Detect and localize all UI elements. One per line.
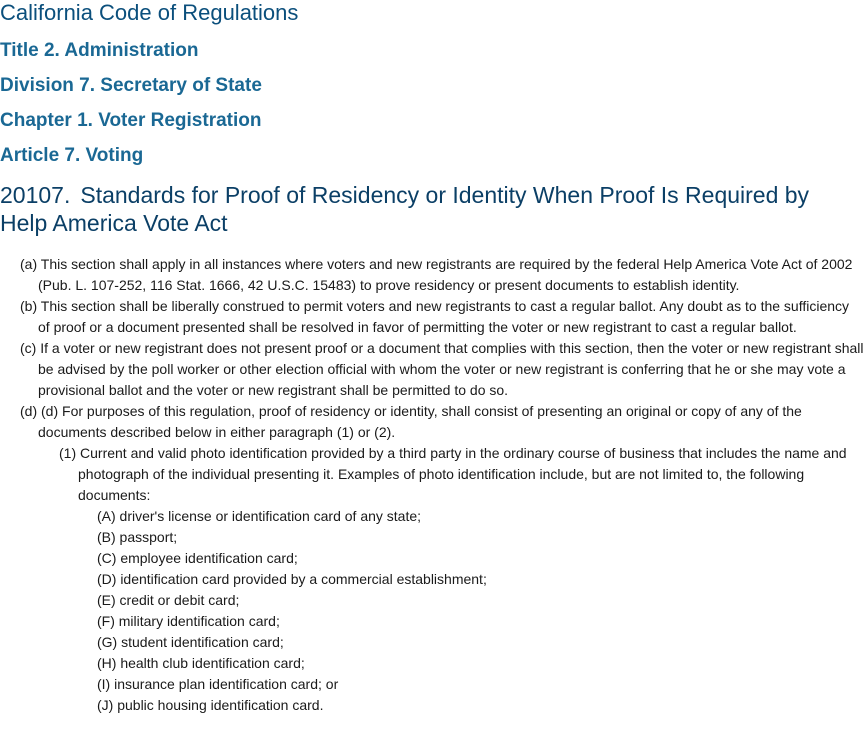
list-item: (B) passport; [97,529,178,545]
list-item: (H) health club identification card; [97,655,305,671]
section-title: Standards for Proof of Residency or Identity When Proof Is Required by Help America Vote Act [0,182,810,236]
list-item: (J) public housing identification card. [97,697,324,713]
paragraph-label: (b) [20,298,38,314]
paragraph-text: If a voter or new registrant does not present proof or a document that complies with this section, then the voter or new registrant shall be advised by the poll worker or other election official with whom the voter or new registrant is conferring that he or she may vote a provisional ballot and the voter or new registrant shall be permitted to do so. [38,340,864,398]
list-item: (C) employee identification card; [97,550,298,566]
paragraph-text: This section shall apply in all instances where voters and new registrants are required by the federal Help America Vote Act of 2002 (Pub. L. 107-252, 116 Stat. 1666, 42 U.S.C. 15483) to prove residency or present documents to establish identity. [38,256,853,293]
paragraph-label: (a) [20,256,38,272]
paragraph-b [0,296,864,338]
code-title: California Code of Regulations [0,0,299,25]
list-item: (G) student identification card; [97,634,284,650]
list-item: (I) insurance plan identification card; or [97,676,339,692]
paragraph-text: This section shall be liberally construed to permit voters and new registrants to cast a regular ballot. Any doubt as to the sufficiency of proof or a document presented shall be resolved in favor of permitting the voter or new registrant to cast a regular ballot. [38,298,850,335]
paragraph-c [0,338,864,401]
breadcrumb-article[interactable]: Article 7. Voting [0,145,144,166]
breadcrumb-chapter[interactable]: Chapter 1. Voter Registration [0,110,262,131]
list-item: (A) driver's license or identification card of any state; [97,508,422,524]
paragraph-label: (d) [20,403,38,419]
breadcrumb-division[interactable]: Division 7. Secretary of State [0,75,262,96]
paragraph-a [0,254,864,296]
list-item: (D) identification card provided by a commercial establishment; [97,571,487,587]
paragraph-text: (d) For purposes of this regulation, proof of residency or identity, shall consist of presenting an original or copy of any of the documents described below in either paragraph (1) or (2). [38,403,802,440]
section-number: 20107. [0,182,71,208]
subparagraph-label: (1) [59,445,77,461]
list-item: (F) military identification card; [97,613,280,629]
paragraph-d [0,401,864,443]
section-heading [0,181,862,237]
list-item: (E) credit or debit card; [97,592,240,608]
breadcrumb-title[interactable]: Title 2. Administration [0,40,199,61]
subparagraph-1 [0,443,864,506]
regulation-body [0,254,864,716]
subparagraph-text: Current and valid photo identification provided by a third party in the ordinary course of business that includes the name and photograph of the individual presenting it. Examples of photo identification include, but are not limited to, the following documents: [78,445,847,503]
paragraph-label: (c) [20,340,37,356]
